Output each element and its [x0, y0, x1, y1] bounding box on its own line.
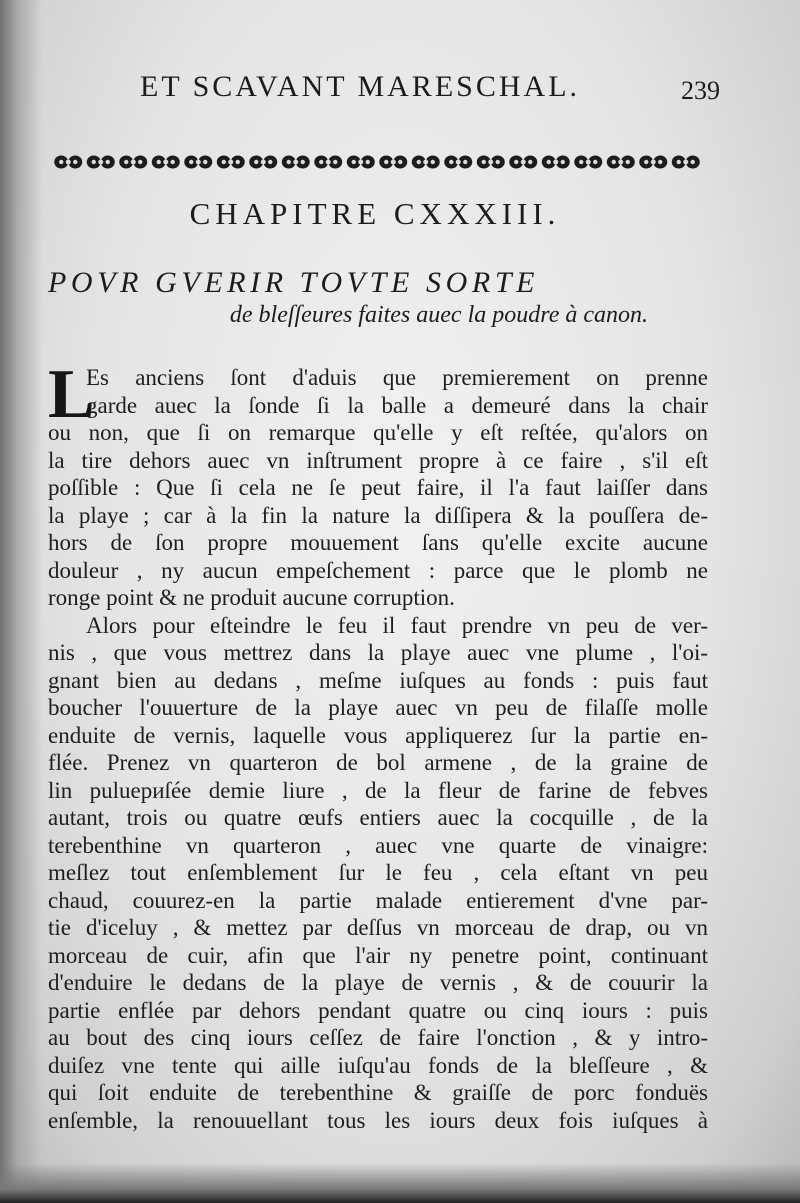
page-number: 239 — [681, 76, 720, 105]
text-line: enſemble, la renouuellant tous les iours deux fois iuſques à — [48, 1107, 708, 1133]
ornament-unit — [184, 156, 212, 169]
ornament-unit — [217, 156, 245, 169]
text-line: garde auec la ſonde ſi la balle a demeuré dans la chair — [86, 392, 708, 418]
text-line: Es anciens ſont d'aduis que premierement on prenne — [86, 365, 708, 390]
ornament-band — [52, 150, 702, 174]
ornament-unit — [509, 156, 537, 169]
text-line: d'enduire le dedans de la playe de vernis , & de couurir la — [48, 970, 708, 995]
chapter-heading: POVR GVERIR TOVTE SORTE — [48, 266, 540, 299]
body-text — [48, 356, 708, 1134]
ornament-unit — [379, 156, 407, 169]
running-title: ET SCAVANT MARESCHAL. — [140, 70, 581, 103]
ornament-unit — [607, 156, 635, 169]
ornament-unit — [412, 156, 440, 169]
text-line: lin puluериſée demie liure , de la fleur de farine de febves — [48, 777, 708, 803]
ornament-unit — [87, 156, 115, 169]
text-line: poſſible : Que ſi cela ne ſe peut faire, il l'a faut laiſſer dans — [48, 475, 708, 500]
ornament-unit — [639, 156, 667, 169]
text-line: boucher l'ouuerture de la playe auec vn peu de filaſſe molle — [48, 695, 708, 720]
text-line: morceau de cuir, afin que l'air ny penetre point, continuant — [48, 942, 708, 968]
chapter-subheading: de bleſſeures faites auec la poudre à canon. — [229, 302, 648, 328]
text-line: flée. Prenez vn quarteron de bol armene , de la graine de — [48, 750, 708, 775]
ornament-unit — [477, 156, 505, 169]
text-line: au bout des cinq iours ceſſez de faire l'onction , & y intro- — [48, 1025, 708, 1050]
text-line: gnant bien au dedans , meſme iuſques au fonds : puis faut — [48, 667, 708, 693]
text-line: nis , que vous mettrez dans la playe auec vne plume , l'oi- — [48, 640, 708, 665]
ornament-unit — [574, 156, 602, 169]
ornament-unit — [119, 156, 147, 169]
text-line: partie enflée par dehors pendant quatre ou cinq iours : puis — [48, 997, 708, 1023]
text-line: ou non, que ſi on remarque qu'elle y eſt reſtée, qu'alors on — [48, 420, 708, 445]
ornament-unit — [249, 156, 277, 169]
ornament-unit — [542, 156, 570, 169]
ornament-unit — [282, 156, 310, 169]
running-head — [80, 70, 720, 110]
text-line: ronge point & ne produit aucune corruption. — [48, 585, 455, 610]
text-line: autant, trois ou quatre œufs entiers auec la cocquille , de la — [48, 805, 708, 830]
text-line: douleur , ny aucun empeſchement : parce que le plomb ne — [48, 557, 708, 583]
ornament-unit — [672, 156, 700, 169]
text-line: Alors pour eſteindre le feu il faut prendre vn peu de ver- — [86, 612, 708, 638]
ornament-unit — [444, 156, 472, 169]
text-line: meſlez tout enſemblement ſur le feu , cela eſtant vn peu — [48, 860, 708, 885]
chapter-title: CHAPITRE CXXXIII. — [189, 196, 561, 231]
text-line: enduite de vernis, laquelle vous appliquerez ſur la partie en- — [48, 722, 708, 748]
ornament-unit — [347, 156, 375, 169]
text-line: tie d'iceluy , & mettez par deſſus vn morceau de drap, ou vn — [48, 915, 708, 940]
text-line: duiſez vne tente qui aille iuſqu'au fonds de la bleſſeure , & — [48, 1052, 708, 1078]
ornament-unit — [54, 156, 82, 169]
text-line: la tire dehors auec vn inſtrument propre à ce faire , s'il eſt — [48, 447, 708, 473]
text-line: chaud, couurez-en la partie malade entierement d'vne par- — [48, 887, 708, 913]
text-line: hors de ſon propre mouuement ſans qu'elle excite aucune — [48, 530, 708, 555]
ornament-unit — [314, 156, 342, 169]
ornament-unit — [152, 156, 180, 169]
drop-cap: L — [48, 356, 95, 433]
text-line: la playe ; car à la fin la nature la diſſipera & la pouſſera de- — [48, 502, 708, 528]
text-line: qui ſoit enduite de terebenthine & graiſſe de porc fonduës — [48, 1080, 708, 1105]
text-line: terebenthine vn quarteron , auec vne quarte de vinaigre: — [48, 832, 708, 858]
